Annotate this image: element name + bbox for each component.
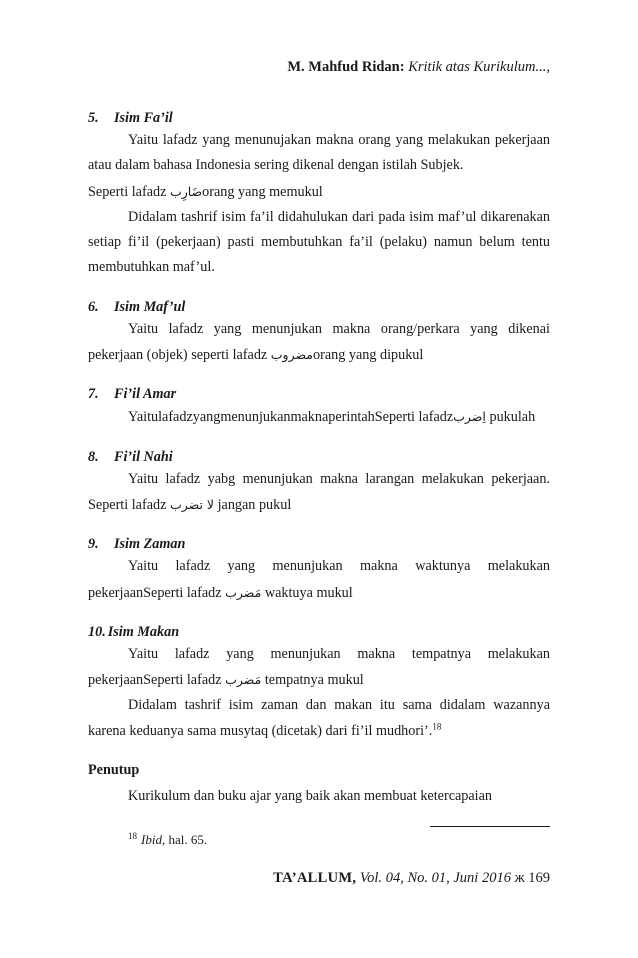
section-heading: Penutup bbox=[88, 762, 140, 779]
paragraph: YaitulafadzyangmenunjukanmaknaperintahSeperti lafadzاِضرب pukulah bbox=[128, 409, 536, 426]
section-isim-fail bbox=[88, 108, 550, 281]
section-heading: 10. Isim Makan bbox=[88, 623, 180, 640]
header-author: M. Mahfud Ridan: bbox=[287, 59, 405, 75]
paragraph: Yaitu lafadz yang menunjukan makna tempatnya melakukan pekerjaanSeperti lafadz مَضرب tempatnya mukul bbox=[88, 645, 550, 689]
footnote-divider bbox=[430, 826, 550, 827]
section-isim-zaman bbox=[88, 534, 550, 606]
paragraph: Didalam tashrif isim zaman dan makan itu sama didalam wazannya karena keduanya sama musytaq (dicetak) dari fi’il mudhori’.$^{18}$ bbox=[88, 697, 550, 739]
paragraph: Kurikulum dan buku ajar yang baik akan membuat ketercapaian bbox=[128, 788, 493, 805]
section-penutup bbox=[88, 760, 550, 809]
page-body bbox=[88, 108, 550, 809]
section-heading: 7. Fi’il Amar bbox=[88, 386, 177, 403]
journal-issue: Vol. 04, No. 01, Juni 2016 bbox=[359, 870, 511, 886]
section-heading: 8. Fi’il Nahi bbox=[88, 448, 173, 465]
paragraph: Didalam tashrif isim fa’il didahulukan dari pada isim maf’ul dikarenakan setiap fi’il (pekerjaan) pasti membutuhkan fa’il (pelaku) namun belum tentu membutuhkan maf’ul. bbox=[88, 208, 550, 276]
arabic-term: لا تضرب bbox=[169, 496, 215, 512]
arabic-term: مَضرب bbox=[225, 584, 262, 600]
paragraph: Yaitu lafadz yang menunjukan makna orang/perkara yang dikenai pekerjaan (objek) seperti lafadz مضروبorang yang dipukul bbox=[88, 320, 550, 364]
footnote: $^{18}$ Ibid, hal. 65. bbox=[128, 830, 208, 847]
section-isim-maful bbox=[88, 297, 550, 369]
header-title: Kritik atas Kurikulum..., bbox=[408, 59, 550, 75]
paragraph: Seperti lafadz ضَارِبorang yang memukul bbox=[88, 183, 323, 200]
footer-symbol: ж bbox=[514, 870, 525, 886]
section-heading: 5. Isim Fa’il bbox=[88, 110, 173, 126]
footnote-ref: Ibid bbox=[141, 832, 162, 847]
paragraph: Yaitu lafadz yang menunjukan makna waktunya melakukan pekerjaanSeperti lafadz مَضرب waktuya mukul bbox=[88, 558, 550, 601]
section-isim-makan bbox=[88, 622, 550, 744]
section-heading: 9. Isim Zaman bbox=[88, 536, 186, 553]
arabic-term: مَضرب bbox=[225, 672, 262, 688]
section-fiil-nahi bbox=[88, 447, 550, 519]
footnote-reference: 18 bbox=[432, 721, 442, 732]
paragraph: Yaitu lafadz yang menunujakan makna orang yang melakukan pekerjaan atau dalam bahasa Indonesia sering dikenal dengan istilah Subjek. bbox=[88, 132, 550, 174]
section-heading: 6. Isim Maf’ul bbox=[88, 298, 186, 315]
arabic-term: ضَارِب bbox=[169, 183, 203, 199]
page-number: 169 bbox=[528, 870, 550, 886]
arabic-term: اِضرب bbox=[453, 409, 486, 425]
running-footer bbox=[273, 870, 550, 887]
section-fiil-amar bbox=[88, 384, 550, 430]
arabic-term: مضروب bbox=[270, 347, 314, 363]
running-header bbox=[287, 59, 550, 76]
paragraph: Yaitu lafadz yabg menunjukan makna larangan melakukan pekerjaan. Seperti lafadz لا تضرب jangan pukul bbox=[88, 470, 550, 513]
journal-name: TA’ALLUM, bbox=[273, 870, 357, 886]
